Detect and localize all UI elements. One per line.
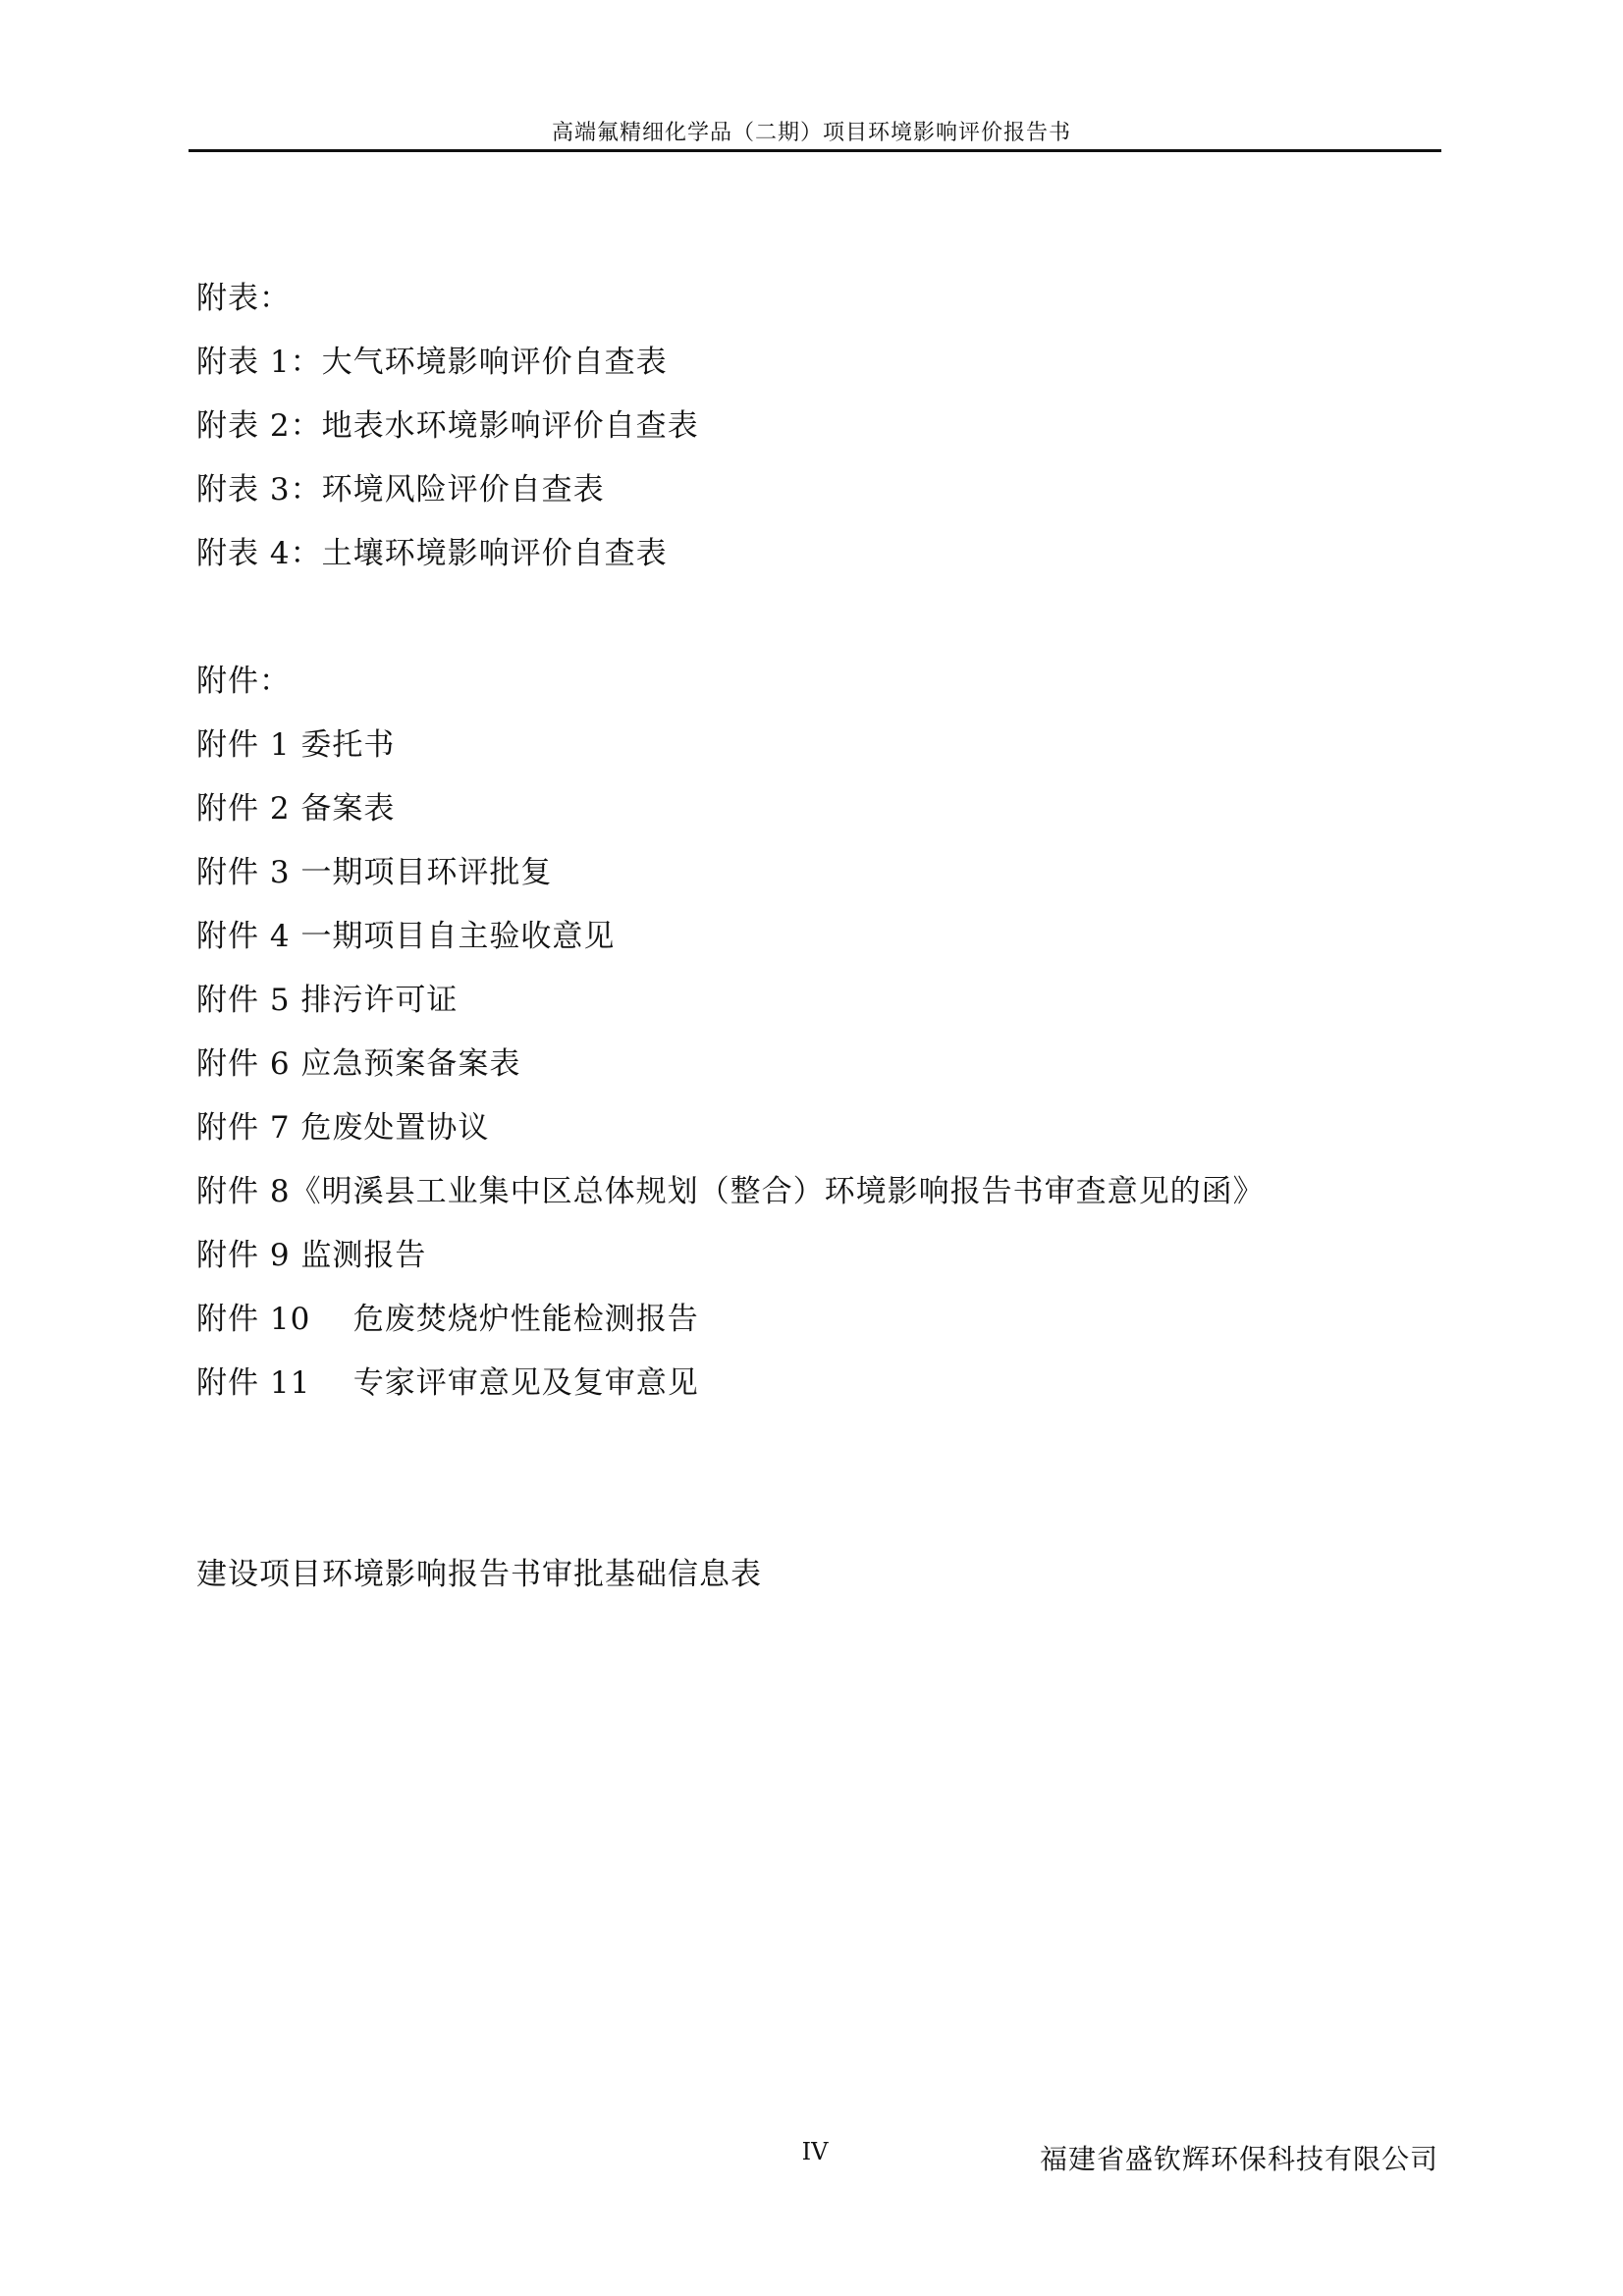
attachment-item: 附件 1 委托书 <box>196 727 396 763</box>
attached-table-item: 附表 2：地表水环境影响评价自查表 <box>196 408 699 444</box>
attachment-item: 附件 5 排污许可证 <box>196 983 459 1018</box>
attachment-item: 附件 2 备案表 <box>196 791 396 827</box>
attachment-item: 附件 11 专家评审意见及复审意见 <box>196 1365 699 1401</box>
attachments-label: 附件： <box>196 664 291 699</box>
basic-info-table-label: 建设项目环境影响报告书审批基础信息表 <box>196 1557 762 1592</box>
attachment-item: 附件 10 危废焚烧炉性能检测报告 <box>196 1302 699 1337</box>
page-number: IV <box>801 2138 829 2165</box>
attachment-item: 附件 3 一期项目环评批复 <box>196 855 553 890</box>
attached-table-item: 附表 3：环境风险评价自查表 <box>196 472 605 507</box>
attachment-item: 附件 9 监测报告 <box>196 1238 427 1273</box>
attached-tables-label: 附表： <box>196 281 291 316</box>
footer-company: 福建省盛钦辉环保科技有限公司 <box>1039 2143 1438 2175</box>
header-divider <box>189 149 1441 152</box>
attachment-item: 附件 8《明溪县工业集中区总体规划（整合）环境影响报告书审查意见的函》 <box>196 1174 1265 1209</box>
attachment-item: 附件 7 危废处置协议 <box>196 1110 490 1146</box>
attached-table-item: 附表 4：土壤环境影响评价自查表 <box>196 536 668 571</box>
attached-table-item: 附表 1：大气环境影响评价自查表 <box>196 345 668 380</box>
attachment-item: 附件 4 一期项目自主验收意见 <box>196 919 616 954</box>
attachment-item: 附件 6 应急预案备案表 <box>196 1046 521 1082</box>
page-header-title: 高端氟精细化学品（二期）项目环境影响评价报告书 <box>551 121 1071 145</box>
